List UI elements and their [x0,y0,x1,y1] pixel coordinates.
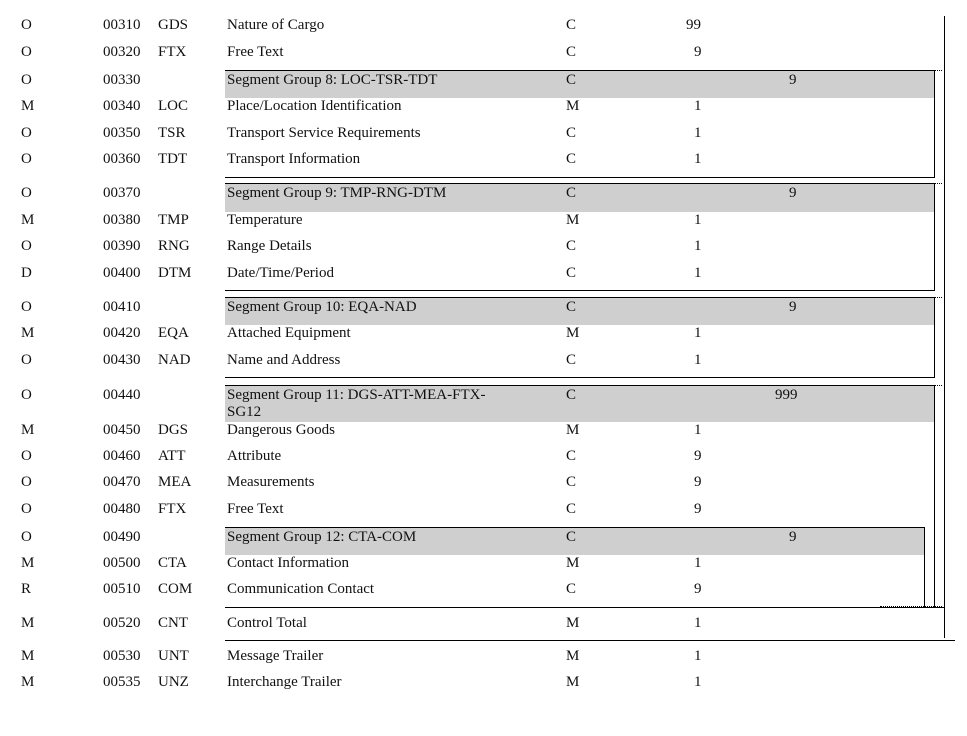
group-8-top-line [225,70,935,71]
status-cell: O [21,151,32,167]
segment-status-cell: C [566,299,577,315]
tag-cell: CNT [158,615,188,631]
position-cell: 00330 [103,72,141,88]
segment-status-cell: C [566,125,577,141]
segment-status-cell: M [566,648,580,664]
segment-status-cell: C [566,352,577,368]
table-row [0,212,967,232]
table-row [0,674,967,694]
tag-cell: RNG [158,238,190,254]
table-row [0,265,967,285]
repeat-cell: 9 [694,44,702,60]
group-11-dotted-line [880,385,942,386]
table-row [0,555,967,575]
table-row [0,125,967,145]
position-cell: 00360 [103,151,141,167]
segment-status-cell: C [566,474,577,490]
group-repeat-cell: 9 [789,72,797,88]
segment-name-cell: Attribute [227,448,282,464]
group-12-top-line [225,527,925,528]
table-row [0,238,967,258]
group-header-row [0,72,967,92]
group-name-cell: Segment Group 8: LOC-TSR-TDT [227,72,438,88]
position-cell: 00390 [103,238,141,254]
group-repeat-cell: 9 [789,299,797,315]
segment-name-cell: Free Text [227,501,284,517]
group-name-continuation: SG12 [227,404,262,420]
repeat-cell: 1 [694,615,702,631]
status-cell: O [21,17,32,33]
position-cell: 00430 [103,352,141,368]
segment-name-cell: Transport Information [227,151,361,167]
position-cell: 00530 [103,648,141,664]
table-row [0,422,967,442]
segment-status-cell: C [566,151,577,167]
outer-bottom-line [225,640,955,641]
status-cell: R [21,581,32,597]
table-row [0,151,967,171]
repeat-cell: 1 [694,648,702,664]
segment-status-cell: C [566,501,577,517]
repeat-cell: 1 [694,125,702,141]
tag-cell: TMP [158,212,189,228]
table-row [0,474,967,494]
position-cell: 00410 [103,299,141,315]
group-12-dotted-line [880,606,942,607]
status-cell: O [21,44,32,60]
repeat-cell: 99 [686,17,701,33]
table-row [0,501,967,521]
status-cell: M [21,555,35,571]
segment-name-cell: Range Details [227,238,312,254]
group-name-cell: Segment Group 11: DGS-ATT-MEA-FTX- [227,387,486,403]
group-name-cell: Segment Group 12: CTA-COM [227,529,417,545]
position-cell: 00460 [103,448,141,464]
table-row [0,581,967,601]
segment-name-cell: Attached Equipment [227,325,351,341]
group-header-row [0,387,967,423]
status-cell: O [21,474,32,490]
status-cell: O [21,238,32,254]
tag-cell: CTA [158,555,187,571]
segment-status-cell: M [566,422,580,438]
position-cell: 00490 [103,529,141,545]
segment-status-cell: M [566,555,580,571]
table-row [0,98,967,118]
segment-status-cell: C [566,238,577,254]
tag-cell: ATT [158,448,186,464]
table-row [0,352,967,372]
position-cell: 00500 [103,555,141,571]
segment-status-cell: C [566,185,577,201]
tag-cell: UNT [158,648,189,664]
repeat-cell: 1 [694,151,702,167]
table-row [0,615,967,635]
segment-name-cell: Control Total [227,615,307,631]
status-cell: O [21,72,32,88]
group-repeat-cell: 9 [789,529,797,545]
segment-name-cell: Date/Time/Period [227,265,334,281]
repeat-cell: 9 [694,581,702,597]
segment-name-cell: Temperature [227,212,303,228]
table-row [0,17,967,37]
group-8-bottom-line [225,177,935,178]
group-repeat-cell: 9 [789,185,797,201]
status-cell: M [21,422,35,438]
segment-name-cell: Interchange Trailer [227,674,342,690]
status-cell: O [21,125,32,141]
position-cell: 00420 [103,325,141,341]
segment-name-cell: Message Trailer [227,648,324,664]
tag-cell: EQA [158,325,189,341]
position-cell: 00350 [103,125,141,141]
status-cell: O [21,387,32,403]
repeat-cell: 9 [694,448,702,464]
status-cell: O [21,185,32,201]
repeat-cell: 1 [694,674,702,690]
position-cell: 00320 [103,44,141,60]
status-cell: O [21,448,32,464]
tag-cell: NAD [158,352,191,368]
segment-status-cell: C [566,44,577,60]
repeat-cell: 1 [694,555,702,571]
segment-name-cell: Name and Address [227,352,341,368]
group-9-bottom-line [225,290,935,291]
tag-cell: FTX [158,44,187,60]
tag-cell: DTM [158,265,192,281]
repeat-cell: 1 [694,422,702,438]
table-row [0,325,967,345]
position-cell: 00510 [103,581,141,597]
segment-status-cell: C [566,265,577,281]
segment-name-cell: Communication Contact [227,581,375,597]
status-cell: M [21,648,35,664]
tag-cell: UNZ [158,674,189,690]
status-cell: D [21,265,32,281]
group-11-bottom-line [225,607,945,608]
status-cell: O [21,501,32,517]
table-row [0,44,967,64]
group-name-cell: Segment Group 10: EQA-NAD [227,299,417,315]
tag-cell: MEA [158,474,192,490]
status-cell: M [21,212,35,228]
position-cell: 00480 [103,501,141,517]
segment-status-cell: C [566,529,577,545]
segment-name-cell: Place/Location Identification [227,98,402,114]
position-cell: 00535 [103,674,141,690]
tag-cell: TSR [158,125,186,141]
repeat-cell: 1 [694,352,702,368]
repeat-cell: 1 [694,238,702,254]
status-cell: M [21,615,35,631]
segment-status-cell: C [566,17,577,33]
position-cell: 00380 [103,212,141,228]
table-row [0,648,967,668]
position-cell: 00370 [103,185,141,201]
position-cell: 00440 [103,387,141,403]
segment-status-cell: M [566,98,580,114]
segment-name-cell: Transport Service Requirements [227,125,421,141]
segment-status-cell: M [566,212,580,228]
segment-status-cell: M [566,674,580,690]
repeat-cell: 1 [694,265,702,281]
segment-status-cell: M [566,325,580,341]
status-cell: O [21,299,32,315]
tag-cell: LOC [158,98,188,114]
tag-cell: FTX [158,501,187,517]
status-cell: M [21,98,35,114]
tag-cell: DGS [158,422,189,438]
group-10-bottom-line [225,377,935,378]
segment-name-cell: Measurements [227,474,315,490]
group-10-top-line [225,297,935,298]
segment-name-cell: Dangerous Goods [227,422,335,438]
segment-status-cell: M [566,615,580,631]
repeat-cell: 1 [694,212,702,228]
status-cell: O [21,529,32,545]
table-row [0,448,967,468]
position-cell: 00340 [103,98,141,114]
group-repeat-cell: 999 [775,387,798,403]
status-cell: M [21,325,35,341]
repeat-cell: 1 [694,98,702,114]
tag-cell: GDS [158,17,189,33]
segment-status-cell: C [566,387,577,403]
position-cell: 00400 [103,265,141,281]
segment-name-cell: Contact Information [227,555,350,571]
position-cell: 00470 [103,474,141,490]
repeat-cell: 1 [694,325,702,341]
position-cell: 00310 [103,17,141,33]
tag-cell: COM [158,581,193,597]
status-cell: O [21,352,32,368]
segment-status-cell: C [566,448,577,464]
segment-name-cell: Free Text [227,44,284,60]
group-name-cell: Segment Group 9: TMP-RNG-DTM [227,185,447,201]
tag-cell: TDT [158,151,188,167]
group-header-row [0,299,967,319]
group-10-dotted-line [880,297,942,298]
position-cell: 00450 [103,422,141,438]
group-8-dotted-line [880,70,942,71]
group-header-row [0,185,967,205]
group-header-row [0,529,967,549]
status-cell: M [21,674,35,690]
repeat-cell: 9 [694,474,702,490]
segment-status-cell: C [566,581,577,597]
group-9-top-line [225,183,935,184]
position-cell: 00520 [103,615,141,631]
segment-name-cell: Nature of Cargo [227,17,325,33]
group-11-top-line [225,385,935,386]
segment-status-cell: C [566,72,577,88]
group-9-dotted-line [880,183,942,184]
repeat-cell: 9 [694,501,702,517]
